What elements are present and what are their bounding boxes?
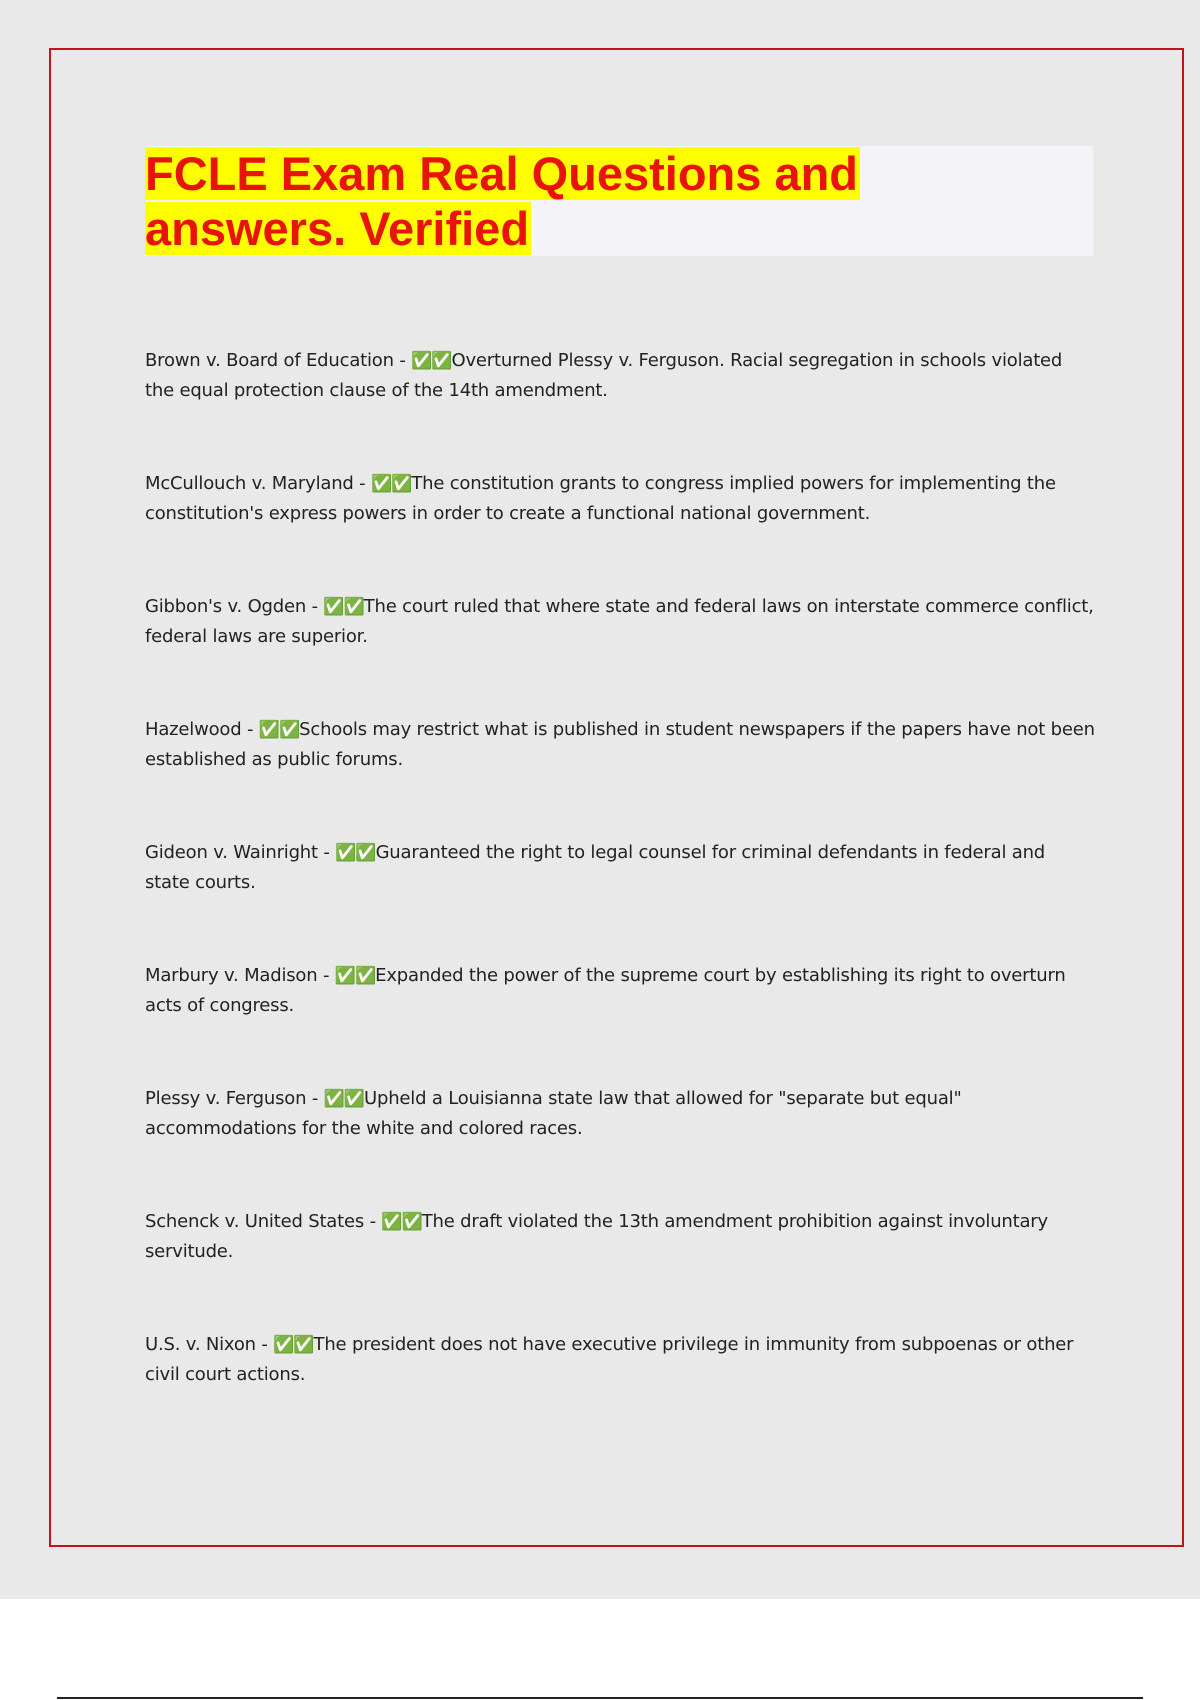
entry-separator: - xyxy=(255,1334,274,1355)
entry-definition: The court ruled that where state and federal laws on interstate commerce conflict, federal laws are superior. xyxy=(145,596,1094,647)
entry-separator: - xyxy=(317,842,336,863)
entry-separator: - xyxy=(317,965,335,986)
entry-term: Gibbon's v. Ogden xyxy=(145,596,307,617)
qa-entry xyxy=(145,838,1095,961)
entry-definition: Schools may restrict what is published in student newspapers if the papers have not been established as public forums. xyxy=(145,719,1095,770)
entry-definition: Expanded the power of the supreme court by establishing its right to overturn acts of congress. xyxy=(145,965,1066,1016)
entry-term: Gideon v. Wainright xyxy=(145,842,318,863)
double-checkmark-icon: ✅✅ xyxy=(334,966,376,986)
qa-entry xyxy=(145,715,1095,838)
entry-term: Schenck v. United States xyxy=(145,1211,365,1232)
qa-entry xyxy=(145,592,1095,715)
double-checkmark-icon: ✅✅ xyxy=(411,351,452,371)
double-checkmark-icon: ✅✅ xyxy=(323,1089,365,1109)
qa-list xyxy=(145,346,1095,1453)
entry-definition: The draft violated the 13th amendment prohibition against involuntary servitude. xyxy=(145,1211,1048,1262)
title-line-2: answers. Verified xyxy=(145,202,530,255)
qa-entry xyxy=(145,346,1095,469)
qa-entry xyxy=(145,469,1095,592)
entry-definition: The president does not have executive privilege in immunity from subpoenas or other civil court actions. xyxy=(145,1334,1074,1385)
entry-separator: - xyxy=(364,1211,382,1232)
entry-term: Plessy v. Ferguson xyxy=(145,1088,307,1109)
document-title xyxy=(145,146,945,256)
double-checkmark-icon: ✅✅ xyxy=(323,597,364,617)
entry-separator: - xyxy=(353,473,371,494)
entry-separator: - xyxy=(306,1088,324,1109)
entry-term: McCullouch v. Maryland xyxy=(145,473,354,494)
entry-term: Brown v. Board of Education xyxy=(145,350,394,371)
entry-separator: - xyxy=(393,350,412,371)
qa-entry xyxy=(145,1330,1095,1453)
qa-entry xyxy=(145,961,1095,1084)
entry-definition: The constitution grants to congress implied powers for implementing the constitution's express powers in order to create a functional national government. xyxy=(145,473,1056,524)
entry-term: U.S. v. Nixon xyxy=(145,1334,256,1355)
entry-separator: - xyxy=(306,596,324,617)
double-checkmark-icon: ✅✅ xyxy=(381,1212,422,1232)
entry-term: Hazelwood xyxy=(145,719,242,740)
entry-term: Marbury v. Madison xyxy=(145,965,318,986)
qa-entry xyxy=(145,1207,1095,1330)
double-checkmark-icon: ✅✅ xyxy=(258,720,300,740)
qa-entry xyxy=(145,1084,1095,1207)
footer-divider xyxy=(57,1697,1143,1699)
entry-definition: Overturned Plessy v. Ferguson. Racial segregation in schools violated the equal protection clause of the 14th amendment. xyxy=(145,350,1063,401)
double-checkmark-icon: ✅✅ xyxy=(370,474,412,494)
double-checkmark-icon: ✅✅ xyxy=(273,1335,314,1355)
entry-separator: - xyxy=(241,719,259,740)
entry-definition: Guaranteed the right to legal counsel for criminal defendants in federal and state courts. xyxy=(145,842,1046,893)
title-line-1: FCLE Exam Real Questions and xyxy=(145,147,859,200)
entry-definition: Upheld a Louisianna state law that allowed for "separate but equal" accommodations for the white and colored races. xyxy=(145,1088,962,1139)
double-checkmark-icon: ✅✅ xyxy=(335,843,376,863)
